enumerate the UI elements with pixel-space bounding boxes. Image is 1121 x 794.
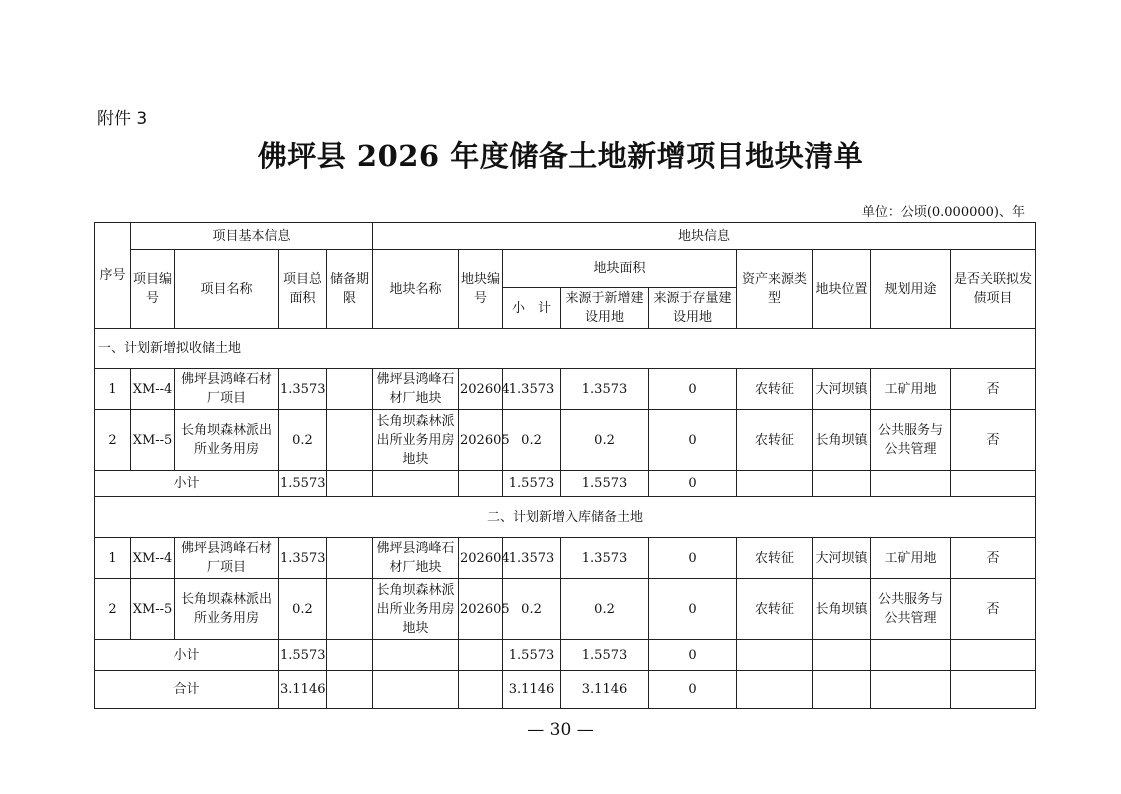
cell-stock-construction: 0: [649, 538, 737, 579]
cell-seq: 1: [95, 538, 131, 579]
cell-linked-bond: 否: [951, 538, 1036, 579]
total-plot-subtotal: 3.1146: [503, 671, 561, 709]
total-plot-name: [373, 671, 459, 709]
total-project-area: 3.1146: [279, 671, 327, 709]
cell-planned-use: 工矿用地: [871, 369, 951, 410]
cell-planned-use: 公共服务与公共管理: [871, 410, 951, 471]
cell-project-area: 1.3573: [279, 538, 327, 579]
cell-project-code: XM--4: [131, 538, 175, 579]
cell-seq: 2: [95, 410, 131, 471]
header-project-group: 项目基本信息: [131, 223, 373, 250]
cell-new-construction: 1.3573: [561, 369, 649, 410]
cell-project-area: 1.3573: [279, 369, 327, 410]
subtotal-plot-subtotal: 1.5573: [503, 640, 561, 671]
table-row: [95, 538, 1036, 579]
cell-plot-location: 长角坝镇: [813, 410, 871, 471]
total-label: 合计: [95, 671, 279, 709]
cell-project-name: 佛坪县鸿峰石材厂项目: [175, 369, 279, 410]
cell-linked-bond: 否: [951, 579, 1036, 640]
header-stock-construction: 来源于存量建设用地: [649, 288, 737, 329]
cell-asset-source: 农转征: [737, 538, 813, 579]
cell-plot-subtotal: 1.3573: [503, 369, 561, 410]
attachment-label: 附件 3: [97, 109, 148, 129]
subtotal-reserve-period: [327, 471, 373, 497]
cell-plot-location: 大河坝镇: [813, 538, 871, 579]
total-empty-cell: [951, 671, 1036, 709]
section-title: 一、计划新增拟收储土地: [95, 329, 1036, 369]
total-stock-construction: 0: [649, 671, 737, 709]
cell-new-construction: 0.2: [561, 579, 649, 640]
table-row: [95, 369, 1036, 410]
cell-plot-name: 长角坝森林派出所业务用房地块: [373, 410, 459, 471]
total-empty-cell: [813, 671, 871, 709]
subtotal-empty-cell: [737, 471, 813, 497]
section-title-row: [95, 497, 1036, 538]
header-subtotal: 小 计: [503, 288, 561, 329]
cell-plot-location: 长角坝镇: [813, 579, 871, 640]
total-new-construction: 3.1146: [561, 671, 649, 709]
subtotal-empty-cell: [737, 640, 813, 671]
subtotal-new-construction: 1.5573: [561, 471, 649, 497]
cell-project-area: 0.2: [279, 579, 327, 640]
section-title-row: [95, 329, 1036, 369]
cell-project-name: 长角坝森林派出所业务用房: [175, 410, 279, 471]
cell-planned-use: 公共服务与公共管理: [871, 579, 951, 640]
subtotal-plot-name: [373, 471, 459, 497]
total-plot-code: [459, 671, 503, 709]
cell-new-construction: 0.2: [561, 410, 649, 471]
subtotal-empty-cell: [951, 640, 1036, 671]
subtotal-empty-cell: [813, 471, 871, 497]
subtotal-new-construction: 1.5573: [561, 640, 649, 671]
table-row: [95, 410, 1036, 471]
cell-asset-source: 农转征: [737, 369, 813, 410]
table-row: [95, 579, 1036, 640]
subtotal-label: 小计: [95, 640, 279, 671]
cell-asset-source: 农转征: [737, 579, 813, 640]
header-asset-source: 资产来源类型: [737, 250, 813, 329]
subtotal-plot-code: [459, 471, 503, 497]
cell-project-area: 0.2: [279, 410, 327, 471]
subtotal-row: [95, 640, 1036, 671]
header-plot-code: 地块编号: [459, 250, 503, 329]
unit-note: 单位：公顷(0.000000)、年: [861, 205, 1025, 220]
subtotal-reserve-period: [327, 640, 373, 671]
subtotal-label: 小计: [95, 471, 279, 497]
page-number: — 30 —: [527, 720, 594, 740]
cell-seq: 1: [95, 369, 131, 410]
header-project-name: 项目名称: [175, 250, 279, 329]
subtotal-empty-cell: [813, 640, 871, 671]
subtotal-empty-cell: [951, 471, 1036, 497]
header-plot-area-group: 地块面积: [503, 250, 737, 288]
header-project-code: 项目编号: [131, 250, 175, 329]
cell-plot-subtotal: 0.2: [503, 410, 561, 471]
header-plot-location: 地块位置: [813, 250, 871, 329]
cell-asset-source: 农转征: [737, 410, 813, 471]
header-seq: 序号: [95, 223, 131, 329]
header-linked-bond: 是否关联拟发债项目: [951, 250, 1036, 329]
subtotal-stock-construction: 0: [649, 471, 737, 497]
cell-linked-bond: 否: [951, 369, 1036, 410]
cell-reserve-period: [327, 369, 373, 410]
total-row: [95, 671, 1036, 709]
subtotal-row: [95, 471, 1036, 497]
cell-project-code: XM--4: [131, 369, 175, 410]
header-project-area: 项目总面积: [279, 250, 327, 329]
cell-plot-code: 202604: [459, 538, 503, 579]
subtotal-plot-subtotal: 1.5573: [503, 471, 561, 497]
cell-project-code: XM--5: [131, 410, 175, 471]
cell-project-name: 佛坪县鸿峰石材厂项目: [175, 538, 279, 579]
header-new-construction: 来源于新增建设用地: [561, 288, 649, 329]
cell-plot-subtotal: 1.3573: [503, 538, 561, 579]
header-plot-name: 地块名称: [373, 250, 459, 329]
header-plot-group: 地块信息: [373, 223, 1036, 250]
cell-new-construction: 1.3573: [561, 538, 649, 579]
cell-reserve-period: [327, 410, 373, 471]
cell-stock-construction: 0: [649, 579, 737, 640]
subtotal-plot-name: [373, 640, 459, 671]
subtotal-project-area: 1.5573: [279, 471, 327, 497]
cell-plot-subtotal: 0.2: [503, 579, 561, 640]
header-planned-use: 规划用途: [871, 250, 951, 329]
cell-seq: 2: [95, 579, 131, 640]
land-plot-table: [94, 222, 1036, 709]
cell-linked-bond: 否: [951, 410, 1036, 471]
cell-stock-construction: 0: [649, 410, 737, 471]
cell-planned-use: 工矿用地: [871, 538, 951, 579]
cell-plot-name: 佛坪县鸿峰石材厂地块: [373, 538, 459, 579]
cell-stock-construction: 0: [649, 369, 737, 410]
cell-project-code: XM--5: [131, 579, 175, 640]
total-reserve-period: [327, 671, 373, 709]
subtotal-stock-construction: 0: [649, 640, 737, 671]
total-empty-cell: [871, 671, 951, 709]
cell-reserve-period: [327, 538, 373, 579]
page-title: 佛坪县 2026 年度储备土地新增项目地块清单: [257, 139, 864, 173]
cell-reserve-period: [327, 579, 373, 640]
cell-plot-code: 202605: [459, 579, 503, 640]
subtotal-project-area: 1.5573: [279, 640, 327, 671]
subtotal-plot-code: [459, 640, 503, 671]
cell-project-name: 长角坝森林派出所业务用房: [175, 579, 279, 640]
section-title: 二、计划新增入库储备土地: [95, 497, 1036, 538]
header-reserve-period: 储备期限: [327, 250, 373, 329]
total-empty-cell: [737, 671, 813, 709]
cell-plot-location: 大河坝镇: [813, 369, 871, 410]
cell-plot-name: 佛坪县鸿峰石材厂地块: [373, 369, 459, 410]
subtotal-empty-cell: [871, 471, 951, 497]
cell-plot-name: 长角坝森林派出所业务用房地块: [373, 579, 459, 640]
cell-plot-code: 202605: [459, 410, 503, 471]
subtotal-empty-cell: [871, 640, 951, 671]
cell-plot-code: 202604: [459, 369, 503, 410]
